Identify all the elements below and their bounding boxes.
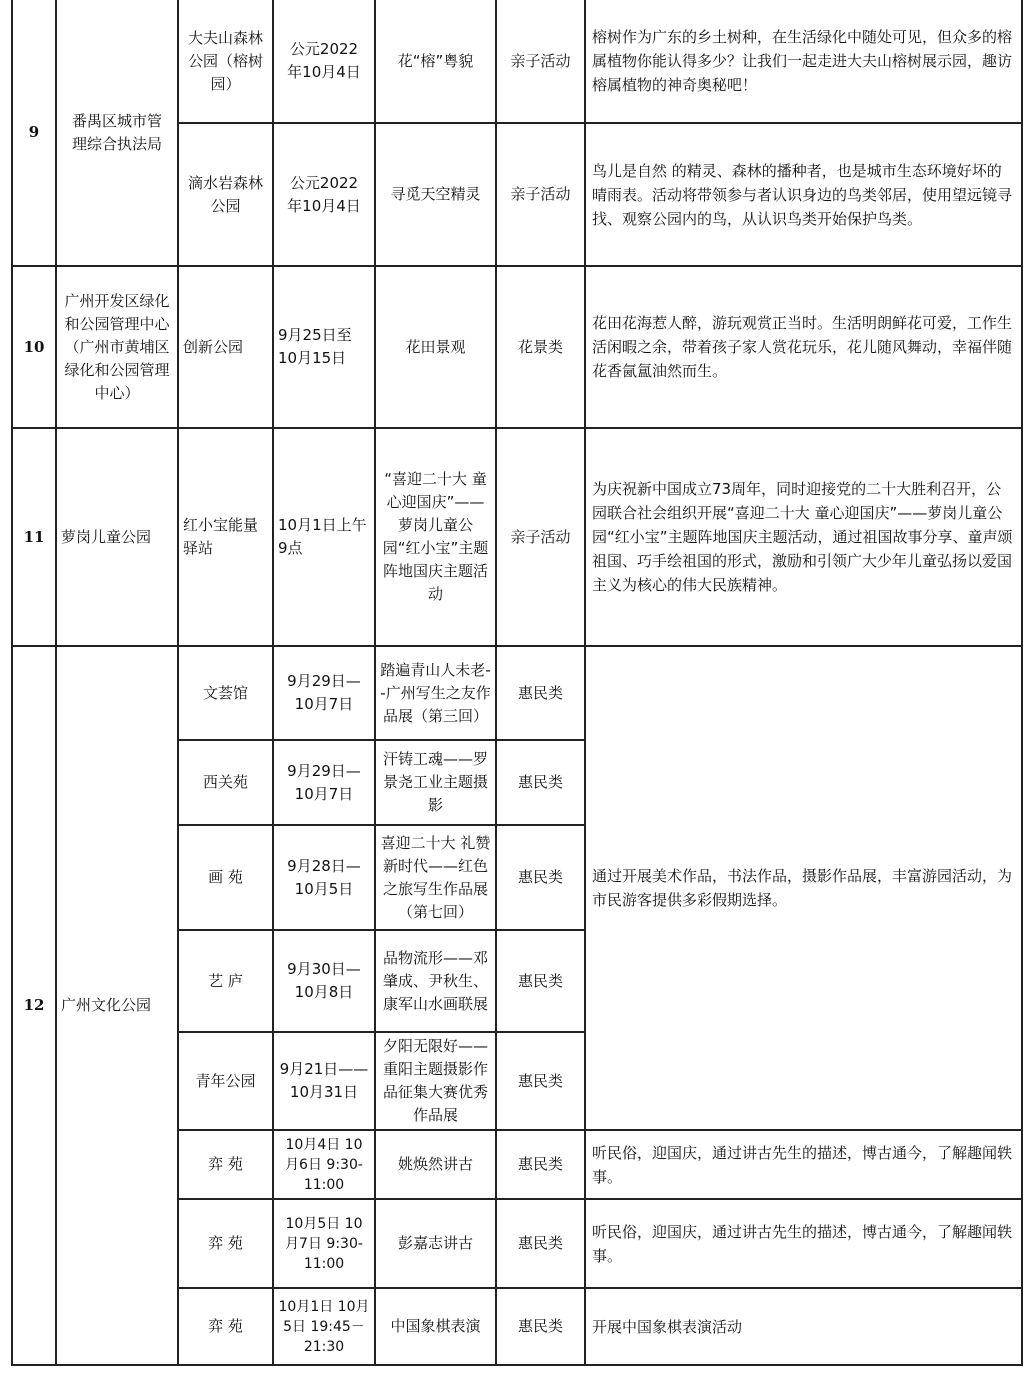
organizer: 广州文化公园 [61, 996, 152, 1014]
time: 10月1日上午9点 [278, 516, 367, 557]
activity-type: 亲子活动 [510, 185, 571, 203]
row-number: 9 [28, 123, 40, 141]
activity-name: 花“榕”粤貌 [397, 51, 474, 70]
activity-type: 惠民类 [517, 773, 563, 791]
activity-name: 汗铸工魂——罗景尧工业主题摄影 [382, 750, 488, 814]
activity-description: 开展中国象棋表演活动 [592, 1317, 743, 1336]
activity-name: 喜迎二十大 礼赞新时代——红色之旅写生作品展（第七回） [380, 833, 491, 921]
activity-name: 夕阳无限好——重阳主题摄影作品征集大赛优秀作品展 [382, 1037, 488, 1124]
time: 9月29日—10月7日 [287, 672, 361, 713]
time: 9月21日——10月31日 [279, 1060, 369, 1101]
time: 9月25日至10月15日 [278, 326, 352, 367]
organizer: 番禺区城市管理综合执法局 [71, 111, 162, 153]
activity-type: 惠民类 [517, 971, 563, 990]
row-number: 11 [23, 527, 45, 546]
activity-type: 惠民类 [517, 1071, 563, 1090]
activity-name: 花田景观 [405, 337, 466, 356]
activity-description: 听民俗，迎国庆，通过讲古先生的描述，博古通今，了解趣闻轶事。 [592, 1222, 1013, 1265]
col-divider [1021, 0, 1023, 1366]
activity-type: 亲子活动 [510, 527, 571, 546]
activity-type: 惠民类 [517, 1155, 563, 1173]
activity-description: 鸟儿是自然 的精灵、森林的播种者，也是城市生态环境好坏的晴雨表。活动将带领参与者认识身边的鸟类邻居，使用望远镜寻找、观察公园内的鸟，从认识鸟类开始保护鸟类。 [592, 161, 1013, 228]
time: 9月29日—10月7日 [287, 761, 361, 803]
venue: 画 苑 [208, 868, 243, 886]
activity-type: 惠民类 [517, 1234, 563, 1252]
venue: 文荟馆 [202, 683, 248, 702]
time: 公元2022年10月4日 [287, 40, 361, 81]
activity-description: 听民俗，迎国庆，通过讲古先生的描述，博古通今，了解趣闻轶事。 [592, 1143, 1013, 1186]
venue: 滴水岩森林公园 [187, 173, 263, 215]
activity-name: 彭嘉志讲古 [397, 1234, 473, 1252]
venue: 红小宝能量驿站 [183, 516, 259, 557]
activity-name: 寻觅天空精灵 [390, 185, 481, 203]
venue: 大夫山森林公园（榕树园） [187, 28, 263, 93]
activity-type: 惠民类 [517, 868, 563, 886]
table-bottom-border [11, 1364, 1023, 1366]
time: 10月1日 10月5日 19:45－21:30 [278, 1298, 370, 1355]
activity-name: 踏遍青山人未老--广州写生之友作品展（第三回） [380, 660, 491, 725]
activity-type: 亲子活动 [510, 51, 571, 70]
time: 公元2022年10月4日 [287, 173, 361, 215]
organizer: 广州开发区绿化和公园管理中心（广州市黄埔区绿化和公园管理中心） [64, 291, 170, 402]
venue: 艺 庐 [208, 971, 243, 990]
activity-type: 惠民类 [517, 1317, 563, 1335]
time: 10月5日 10月7日 9:30-11:00 [285, 1215, 363, 1272]
activity-type: 惠民类 [517, 683, 563, 702]
organizer: 萝岗儿童公园 [61, 527, 152, 546]
activity-name: 品物流形——邓肇成、尹秋生、康军山水画联展 [382, 948, 488, 1013]
activity-description: 通过开展美术作品，书法作品，摄影作品展，丰富游园活动，为市民游客提供多彩假期选择。 [592, 867, 1013, 909]
venue: 青年公园 [195, 1071, 256, 1090]
venue: 创新公园 [183, 337, 244, 356]
activity-name: 中国象棋表演 [390, 1317, 481, 1335]
activity-description: 花田花海惹人醉，游玩观赏正当时。生活明朗鲜花可爱，工作生活闲暇之余，带着孩子家人赏花玩乐，花儿随风舞动，幸福伴随花香氤氲油然而生。 [592, 314, 1013, 380]
activity-description: 为庆祝新中国成立73周年，同时迎接党的二十大胜利召开，公园联合社会组织开展“喜迎二十大 童心迎国庆”——萝岗儿童公园“红小宝”主题阵地国庆主题活动，通过祖国故事分享、童声颂祖国、巧手绘祖国的形式，激励和引领广大少年儿童弘扬以爱国主义为核心的伟大民族精神。 [592, 480, 1013, 594]
activity-description: 榕树作为广东的乡土树种，在生活绿化中随处可见，但众多的榕属植物你能认得多少？让我们一起走进大夫山榕树展示园，趣访榕属植物的神奇奥秘吧！ [592, 28, 1013, 94]
activity-name: “喜迎二十大 童心迎国庆”——萝岗儿童公园“红小宝”主题阵地国庆主题活动 [382, 470, 489, 603]
activity-type: 花景类 [517, 337, 563, 356]
venue: 弈 苑 [208, 1317, 243, 1335]
venue: 弈 苑 [208, 1234, 243, 1252]
time: 9月28日—10月5日 [287, 856, 361, 898]
venue: 西关苑 [202, 773, 248, 791]
row-number: 12 [23, 996, 45, 1014]
activity-name: 姚焕然讲古 [397, 1155, 473, 1173]
time: 10月4日 10月6日 9:30-11:00 [285, 1136, 363, 1193]
time: 9月30日—10月8日 [287, 960, 361, 1001]
row-number: 10 [23, 337, 45, 356]
venue: 弈 苑 [208, 1155, 243, 1173]
